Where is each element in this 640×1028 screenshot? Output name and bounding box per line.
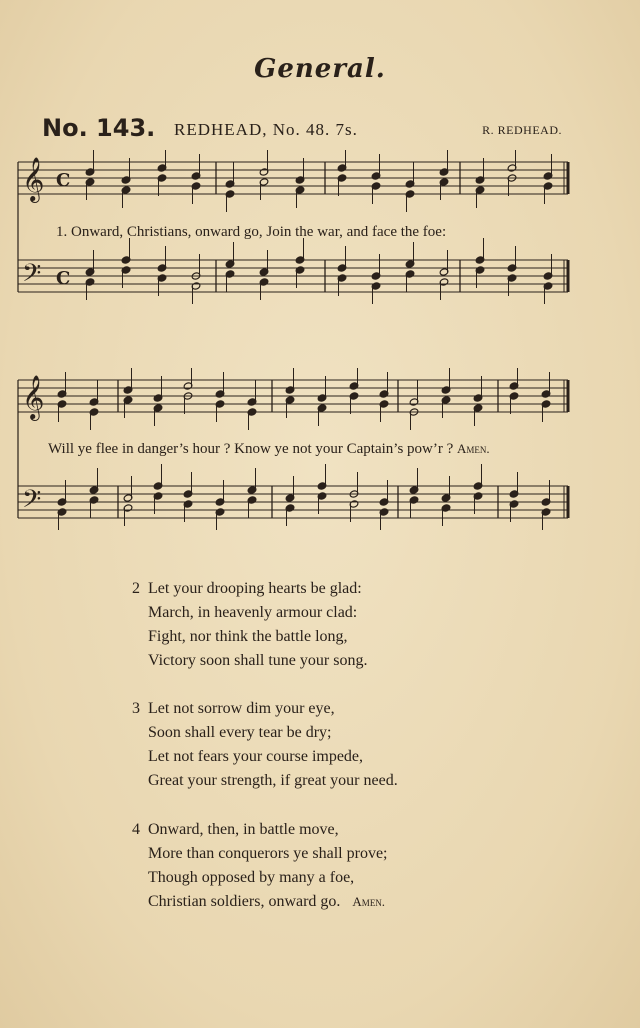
verse-line: Let not fears your course impede, xyxy=(148,748,364,765)
bass-clef-icon: 𝄢 xyxy=(22,259,42,294)
treble-clef-icon: 𝄞 xyxy=(22,157,45,201)
verse-number: 3 xyxy=(132,700,140,717)
score-lyric-line-2 xyxy=(48,441,490,458)
section-title: General. xyxy=(254,54,386,84)
bass-clef-icon: 𝄢 xyxy=(22,485,42,520)
verse-3 xyxy=(132,697,398,793)
verse-2 xyxy=(132,577,367,673)
amen-label: Amen. xyxy=(457,441,490,456)
hymn-number: No. 143. xyxy=(42,114,156,142)
verse-line: Let your drooping hearts be glad: xyxy=(148,580,362,597)
verse-number: 2 xyxy=(132,580,140,597)
verse-line: Soon shall every tear be dry; xyxy=(148,724,332,741)
verse-line: Onward, then, in battle move, xyxy=(148,821,339,838)
common-time-icon: C xyxy=(56,170,71,191)
verse-line: Christian soldiers, onward go. xyxy=(148,893,341,910)
verse-line: Victory soon shall tune your song. xyxy=(148,652,368,669)
common-time-icon: C xyxy=(56,268,71,289)
verse-line: Let not sorrow dim your eye, xyxy=(148,700,335,717)
verse-line: March, in heavenly armour clad: xyxy=(148,604,358,621)
verse-number: 4 xyxy=(132,821,140,838)
composer: R. REDHEAD. xyxy=(482,123,562,137)
verse-line: Though opposed by many a foe, xyxy=(148,869,355,886)
verse-line: Great your strength, if great your need. xyxy=(148,772,398,789)
treble-clef-icon: 𝄞 xyxy=(22,375,45,419)
score-lyric-line-1: 1. Onward, Christians, onward go, Join the war, and face the foe: xyxy=(56,224,447,240)
verse-line: More than conquerors ye shall prove; xyxy=(148,845,388,862)
verse-line: Fight, nor think the battle long, xyxy=(148,628,348,645)
hymn-header xyxy=(42,114,562,146)
amen-label: Amen. xyxy=(352,894,386,909)
verse-4 xyxy=(132,818,387,914)
tune-name: REDHEAD, No. 48. 7s. xyxy=(174,120,358,139)
score-lyric-text: Will ye flee in danger’s hour ? Know ye not your Captain’s pow’r ? xyxy=(48,441,458,457)
